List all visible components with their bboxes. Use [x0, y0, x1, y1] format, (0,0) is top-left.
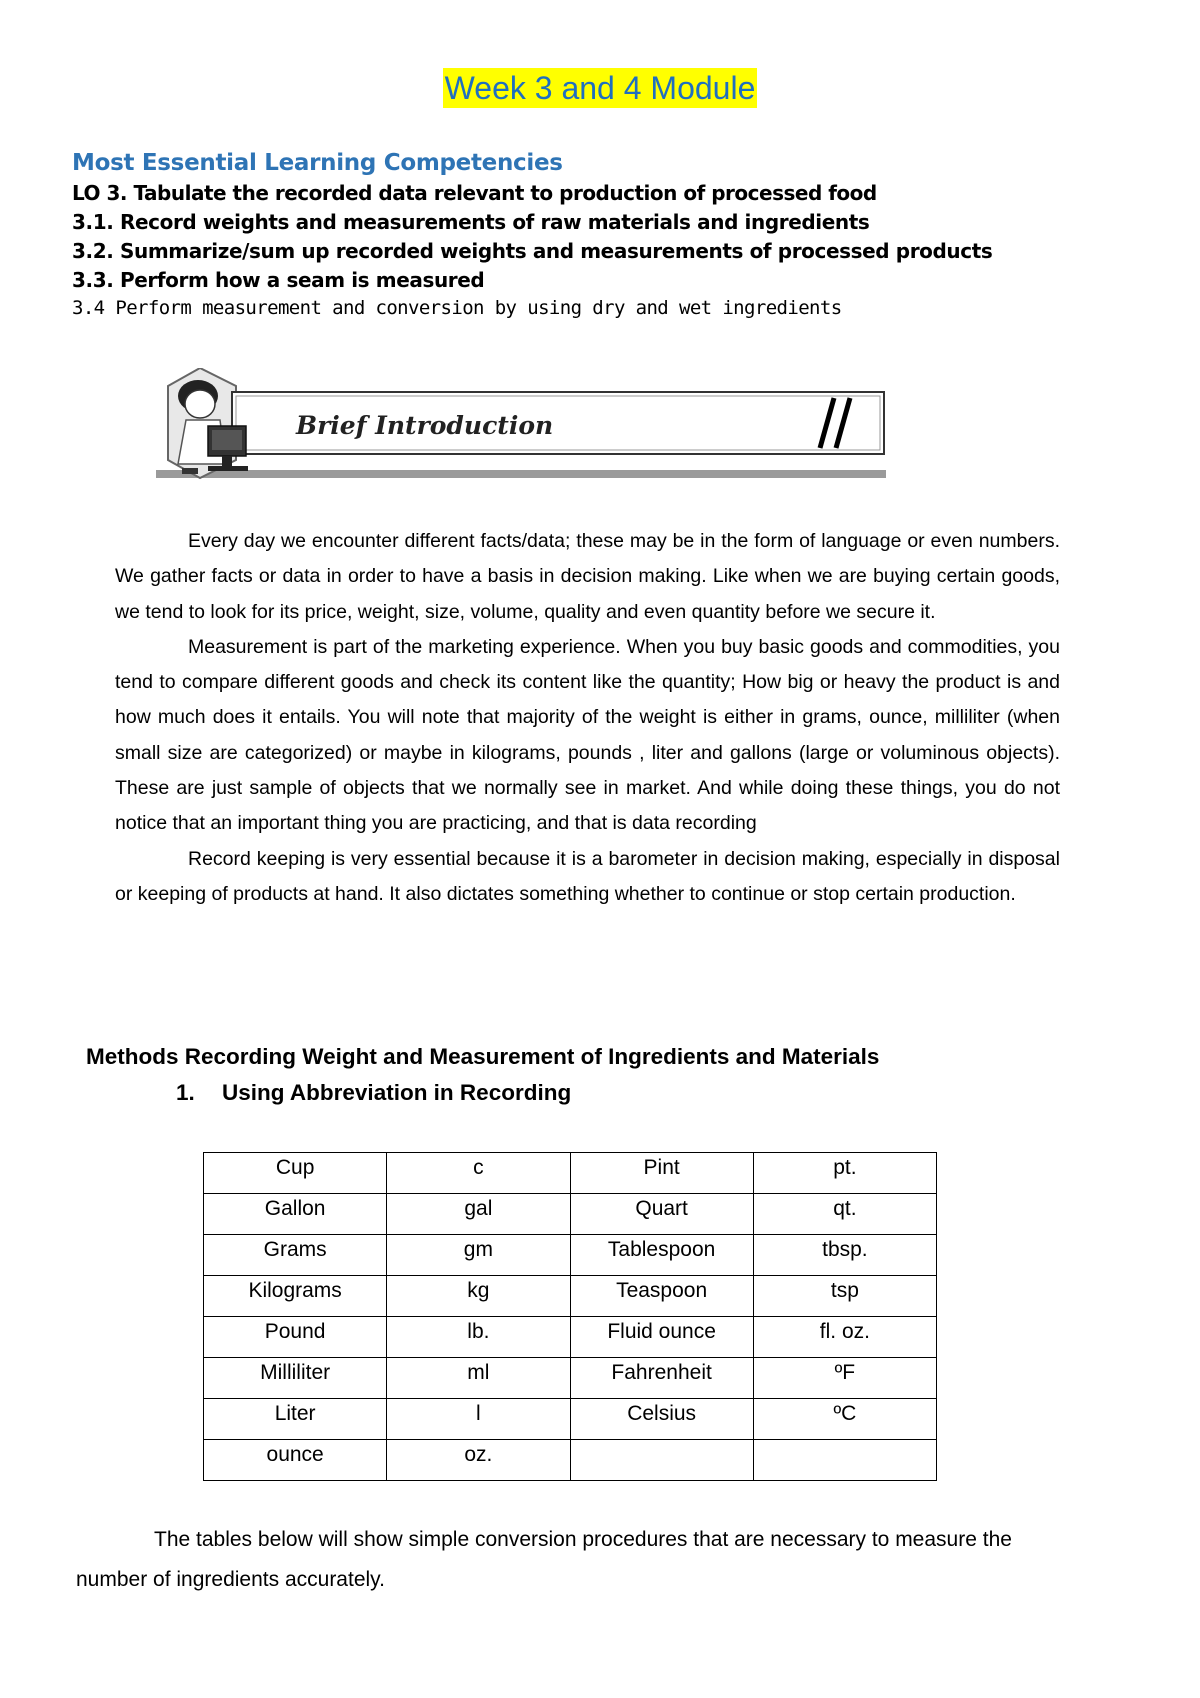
competency-item: 3.2. Summarize/sum up recorded weights and measurements of processed products [72, 239, 993, 263]
table-row [204, 1276, 937, 1317]
competency-item: 3.1. Record weights and measurements of raw materials and ingredients [72, 210, 870, 234]
table-cell: ounce [204, 1440, 387, 1481]
table-cell: Cup [204, 1153, 387, 1194]
title-wrap [0, 68, 1200, 108]
competencies-heading: Most Essential Learning Competencies [72, 150, 563, 176]
intro-paragraph: Record keeping is very essential because it is a barometer in decision making, especially in disposal or keeping of products at hand. It also dictates something whether to continue or stop certain production. [115, 847, 1060, 905]
table-cell: kg [387, 1276, 570, 1317]
methods-heading: Methods Recording Weight and Measurement of Ingredients and Materials [86, 1044, 880, 1069]
table-cell: Celsius [570, 1399, 753, 1440]
table-row [204, 1399, 937, 1440]
methods-subheading [176, 1078, 571, 1108]
intro-paragraph: Every day we encounter different facts/data; these may be in the form of language or even numbers. We gather facts or data in order to have a basis in decision making. Like when we are buying certain goods, we tend to look for its price, weight, size, volume, quality and even quantity before we secure it. [115, 530, 1060, 623]
table-cell: Teaspoon [570, 1276, 753, 1317]
table-cell: Tablespoon [570, 1235, 753, 1276]
table-cell: Pound [204, 1317, 387, 1358]
table-cell [753, 1440, 936, 1481]
table-cell: fl. oz. [753, 1317, 936, 1358]
table-cell: Kilograms [204, 1276, 387, 1317]
competency-item: 3.3. Perform how a seam is measured [72, 268, 485, 292]
table-cell: tsp [753, 1276, 936, 1317]
competencies-section [72, 148, 1132, 321]
table-cell: ºF [753, 1358, 936, 1399]
table-cell: Gallon [204, 1194, 387, 1235]
table-cell: oz. [387, 1440, 570, 1481]
table-cell: c [387, 1153, 570, 1194]
table-cell: Pint [570, 1153, 753, 1194]
table-cell [570, 1440, 753, 1481]
table-cell: Fluid ounce [570, 1317, 753, 1358]
table-cell: ml [387, 1358, 570, 1399]
table-cell: tbsp. [753, 1235, 936, 1276]
page-title: Week 3 and 4 Module [444, 70, 756, 106]
subheading-label: Using Abbreviation in Recording [222, 1080, 572, 1105]
table-cell: ºC [753, 1399, 936, 1440]
table-row [204, 1235, 937, 1276]
table-cell: Fahrenheit [570, 1358, 753, 1399]
table-row [204, 1358, 937, 1399]
table-row [204, 1440, 937, 1481]
table-row [204, 1153, 937, 1194]
table-cell: lb. [387, 1317, 570, 1358]
learning-objective: LO 3. Tabulate the recorded data relevant to production of processed food [72, 181, 877, 205]
banner-label: Brief Introduction [296, 411, 554, 440]
table-cell: Milliliter [204, 1358, 387, 1399]
table-cell: gm [387, 1235, 570, 1276]
abbreviation-table [203, 1152, 937, 1481]
table-cell: l [387, 1399, 570, 1440]
table-cell: qt. [753, 1194, 936, 1235]
table-cell: Grams [204, 1235, 387, 1276]
table-row [204, 1317, 937, 1358]
closing-text [76, 1520, 1066, 1600]
competency-item: 3.4 Perform measurement and conversion by using dry and wet ingredients [72, 297, 842, 319]
closing-sentence: The tables below will show simple conversion procedures that are necessary to measure the number of ingredients accurately. [76, 1528, 1012, 1591]
table-cell: Liter [204, 1399, 387, 1440]
table-cell: pt. [753, 1153, 936, 1194]
table-cell: gal [387, 1194, 570, 1235]
intro-paragraph: Measurement is part of the marketing experience. When you buy basic goods and commodities, you tend to compare different goods and check its content like the quantity; How big or heavy the product is and how much does it entails. You will note that majority of the weight is either in grams, ounce, milliliter (when small size are categorized) or maybe in kilograms, pounds , liter and gallons (large or voluminous objects). These are just sample of objects that we normally see in market. And while doing these things, you do not notice that an important thing you are practicing, and that is data recording [115, 635, 1060, 835]
table-row [204, 1194, 937, 1235]
brief-introduction-banner [148, 368, 888, 480]
introduction-text [115, 524, 1060, 912]
subheading-number: 1. [176, 1080, 195, 1105]
table-cell: Quart [570, 1194, 753, 1235]
